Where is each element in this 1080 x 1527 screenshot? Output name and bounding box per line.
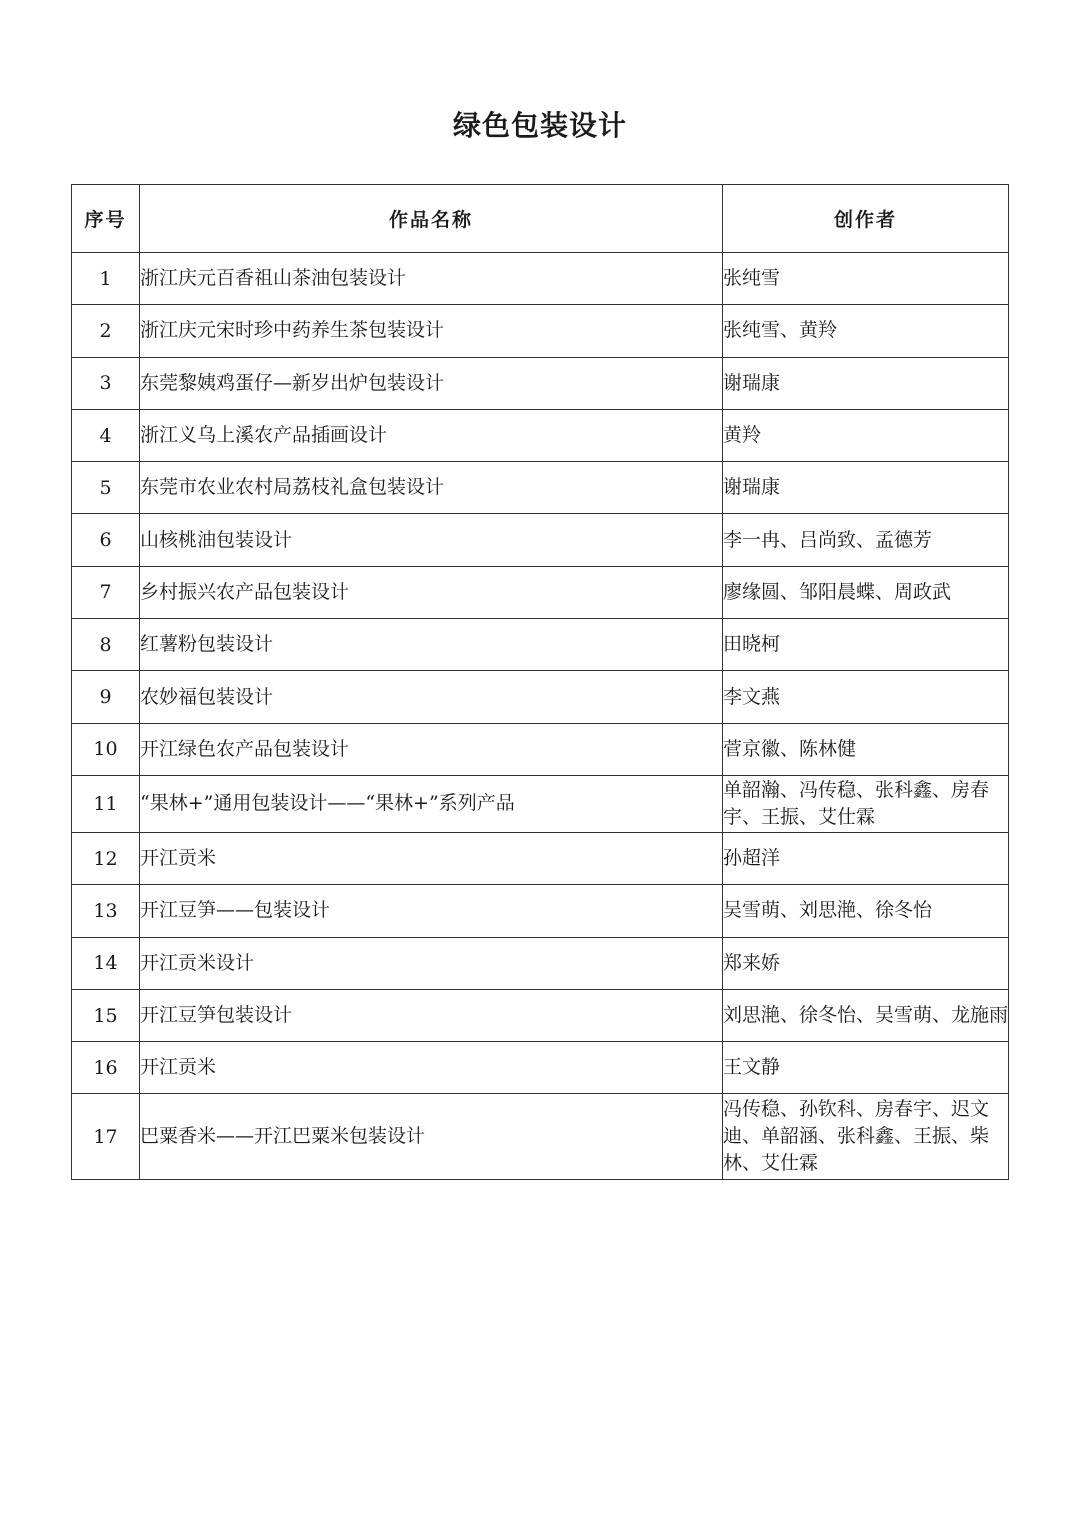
cell-number: 5 xyxy=(72,462,140,514)
page-title: 绿色包装设计 xyxy=(452,109,627,142)
cell-number: 15 xyxy=(72,989,140,1041)
cell-work-title: 东莞市农业农村局荔枝礼盒包装设计 xyxy=(140,462,723,514)
cell-number: 11 xyxy=(72,775,140,832)
cell-work-title: 开江豆笋——包装设计 xyxy=(140,885,723,937)
table-header-row xyxy=(72,185,1009,253)
table-row xyxy=(72,357,1009,409)
cell-author: 菅京徽、陈林健 xyxy=(723,723,1009,775)
table-row xyxy=(72,409,1009,461)
cell-number: 2 xyxy=(72,305,140,357)
cell-author: 冯传稳、孙钦科、房春宇、迟文迪、单韶涵、张科鑫、王振、柴林、艾仕霖 xyxy=(723,1094,1009,1180)
awards-table xyxy=(71,184,1009,1180)
table-row xyxy=(72,619,1009,671)
header-number: 序号 xyxy=(72,185,140,253)
cell-number: 8 xyxy=(72,619,140,671)
cell-author: 李文燕 xyxy=(723,671,1009,723)
cell-work-title: 红薯粉包装设计 xyxy=(140,619,723,671)
cell-work-title: 乡村振兴农产品包装设计 xyxy=(140,566,723,618)
cell-work-title: 农妙福包装设计 xyxy=(140,671,723,723)
table-row xyxy=(72,514,1009,566)
cell-number: 13 xyxy=(72,885,140,937)
cell-number: 12 xyxy=(72,832,140,884)
cell-author: 廖缘圆、邹阳晨蝶、周政武 xyxy=(723,566,1009,618)
cell-work-title: 开江绿色农产品包装设计 xyxy=(140,723,723,775)
table-row xyxy=(72,253,1009,305)
cell-author: 王文静 xyxy=(723,1042,1009,1094)
cell-work-title: 巴粟香米——开江巴粟米包装设计 xyxy=(140,1094,723,1180)
cell-number: 17 xyxy=(72,1094,140,1180)
table-row xyxy=(72,989,1009,1041)
cell-number: 3 xyxy=(72,357,140,409)
cell-work-title: 开江贡米 xyxy=(140,832,723,884)
cell-author: 刘思滟、徐冬怡、吴雪萌、龙施雨 xyxy=(723,989,1009,1041)
cell-work-title: 东莞黎姨鸡蛋仔—新岁出炉包装设计 xyxy=(140,357,723,409)
cell-author: 田晓柯 xyxy=(723,619,1009,671)
cell-work-title: 浙江义乌上溪农产品插画设计 xyxy=(140,409,723,461)
cell-work-title: 山核桃油包装设计 xyxy=(140,514,723,566)
table-row xyxy=(72,1094,1009,1180)
cell-number: 16 xyxy=(72,1042,140,1094)
cell-work-title: 开江贡米 xyxy=(140,1042,723,1094)
cell-author: 郑来娇 xyxy=(723,937,1009,989)
cell-work-title: “果林+”通用包装设计——“果林+”系列产品 xyxy=(140,775,723,832)
table-row xyxy=(72,937,1009,989)
cell-number: 7 xyxy=(72,566,140,618)
cell-work-title: 开江豆笋包装设计 xyxy=(140,989,723,1041)
table-row xyxy=(72,775,1009,832)
table-row xyxy=(72,885,1009,937)
cell-number: 1 xyxy=(72,253,140,305)
cell-author: 黄羚 xyxy=(723,409,1009,461)
table-row xyxy=(72,566,1009,618)
cell-work-title: 开江贡米设计 xyxy=(140,937,723,989)
cell-number: 10 xyxy=(72,723,140,775)
cell-number: 4 xyxy=(72,409,140,461)
table-row xyxy=(72,671,1009,723)
table-row xyxy=(72,723,1009,775)
header-work-title: 作品名称 xyxy=(140,185,723,253)
header-author: 创作者 xyxy=(723,185,1009,253)
table-row xyxy=(72,1042,1009,1094)
table-row xyxy=(72,832,1009,884)
cell-author: 张纯雪 xyxy=(723,253,1009,305)
cell-number: 14 xyxy=(72,937,140,989)
cell-author: 李一冉、吕尚致、孟德芳 xyxy=(723,514,1009,566)
cell-number: 9 xyxy=(72,671,140,723)
cell-author: 谢瑞康 xyxy=(723,357,1009,409)
table-row xyxy=(72,305,1009,357)
cell-author: 张纯雪、黄羚 xyxy=(723,305,1009,357)
cell-work-title: 浙江庆元百香祖山茶油包装设计 xyxy=(140,253,723,305)
cell-author: 谢瑞康 xyxy=(723,462,1009,514)
cell-number: 6 xyxy=(72,514,140,566)
table-row xyxy=(72,462,1009,514)
cell-author: 孙超洋 xyxy=(723,832,1009,884)
cell-work-title: 浙江庆元宋时珍中药养生茶包装设计 xyxy=(140,305,723,357)
cell-author: 单韶瀚、冯传稳、张科鑫、房春宇、王振、艾仕霖 xyxy=(723,775,1009,832)
cell-author: 吴雪萌、刘思滟、徐冬怡 xyxy=(723,885,1009,937)
